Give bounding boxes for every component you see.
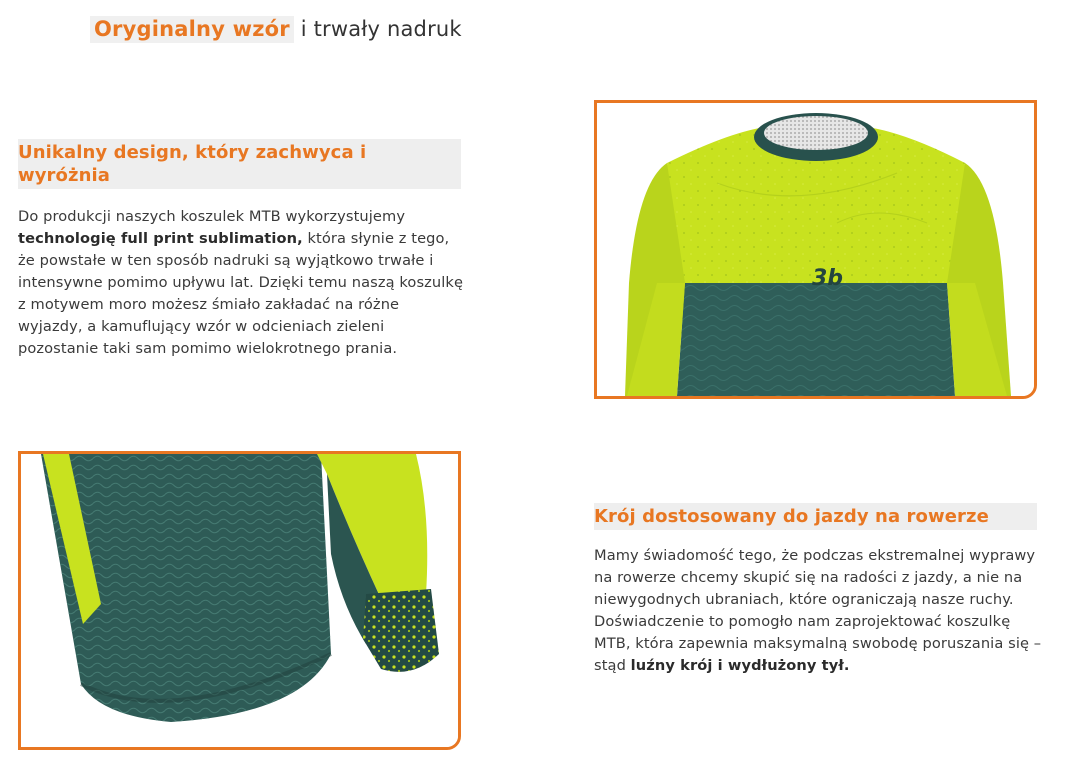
section2-title: Krój dostosowany do jazdy na rowerze [594,503,1037,530]
jersey-logo: 3b [812,266,844,291]
section1-text-part1: Do produkcji naszych koszulek MTB wykorzystujemy [18,208,406,225]
jersey-back-illustration [21,454,458,747]
jersey-back-image [18,451,461,750]
section2-text [594,545,1044,677]
jersey-front-illustration [597,103,1034,396]
section2-text-bold: luźny krój i wydłużony tył. [630,657,850,674]
page-title-accent: Oryginalny wzór [90,16,294,43]
section1-text-part2: która słynie z tego, że powstałe w ten sposób nadruki są wyjątkowo trwałe i intensywne pomimo upływu lat. Dzięki temu naszą koszulkę z motywem moro możesz śmiało zakładać na różne wyjazdy, a kamuflujący wzór w odcieniach zieleni pozostanie taki sam pomimo wielokrotnego prania. [18,230,464,357]
jersey-front-image [594,100,1037,399]
page-title-rest: i trwały nadruk [293,17,462,41]
section1-text-bold: technologię full print sublimation, [18,230,303,247]
section1-text [18,206,466,360]
section1-title: Unikalny design, który zachwyca i wyróżnia [18,139,461,189]
page-title [90,17,462,41]
section2-text-part1: Mamy świadomość tego, że podczas ekstremalnej wyprawy na rowerze chcemy skupić się na radości z jazdy, a nie na niewygodnych ubraniach, które ograniczają nasze ruchy. Doświadczenie to pomogło nam zaprojektować koszulkę MTB, która zapewnia maksymalną swobodę poruszania się – stąd [594,547,1042,674]
